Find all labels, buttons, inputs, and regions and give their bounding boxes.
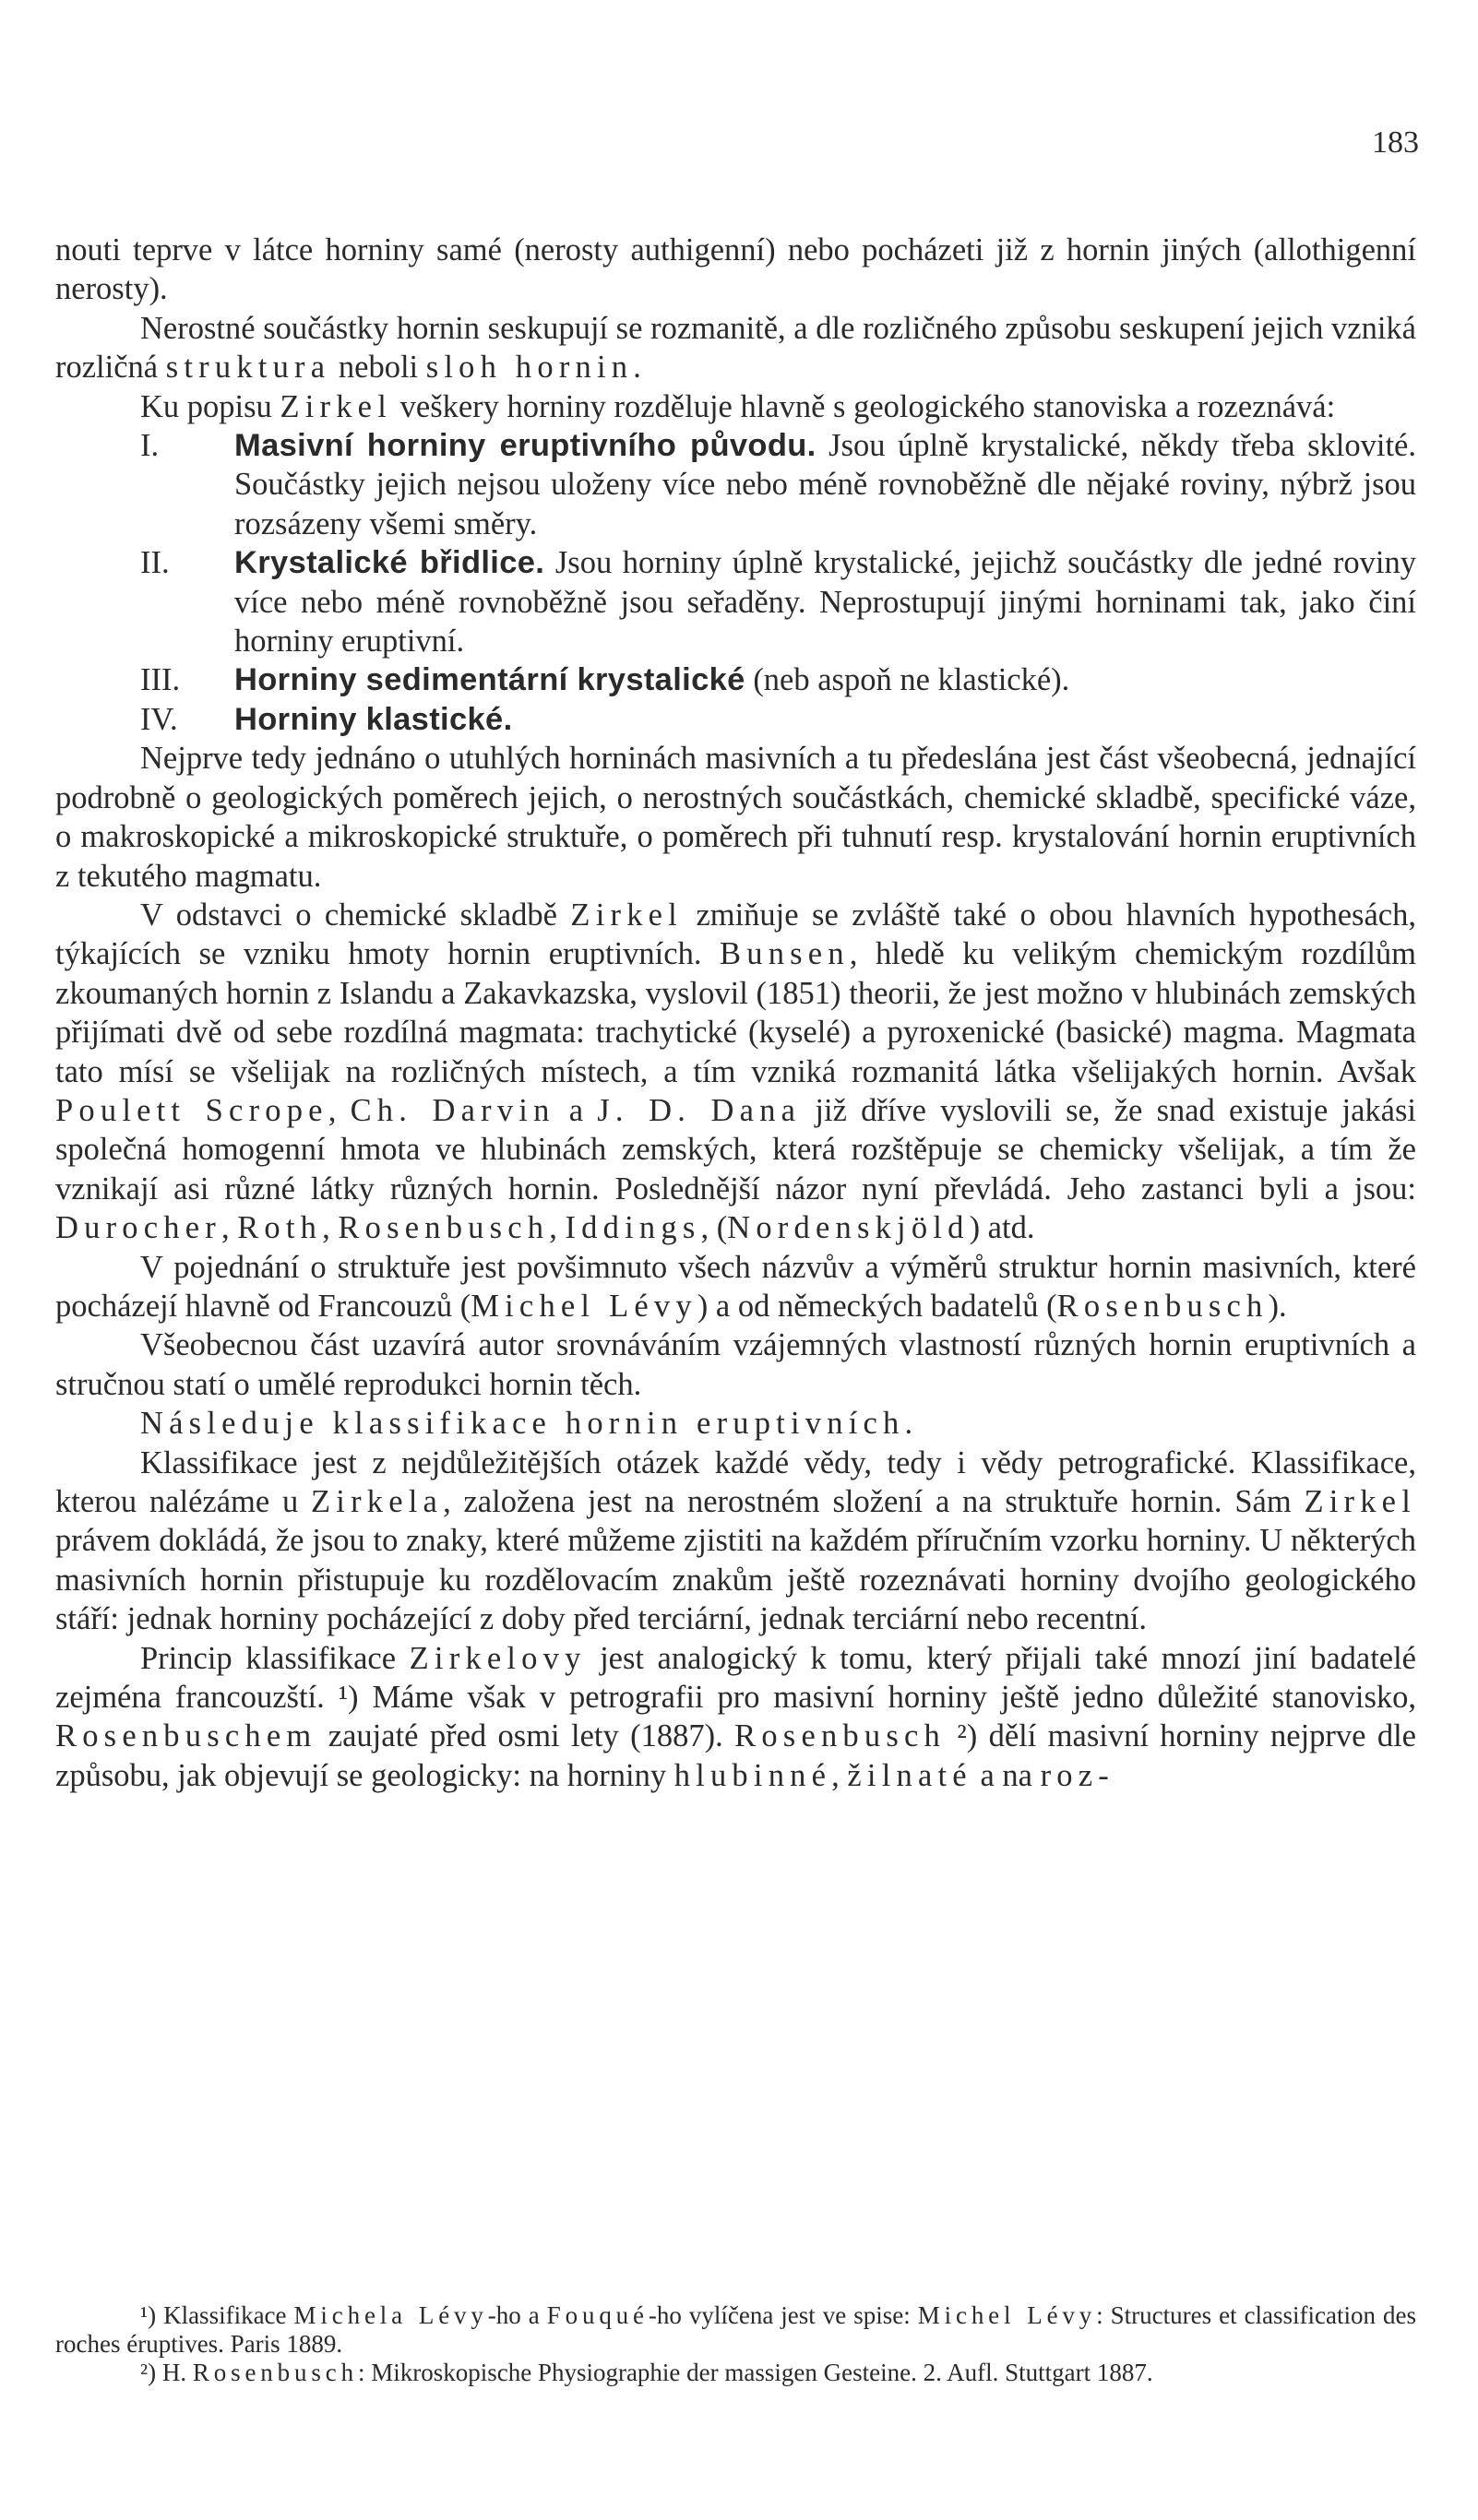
class-description: Jsou úplně krystalické, někdy třeba sklovité. Součástky jejich nejsou uloženy více nebo méně rovnoběžně dle nějaké roviny, nýbrž jsou rozsázeny všemi směry. <box>234 428 1416 541</box>
class-item <box>55 543 1416 660</box>
paragraph: V odstavci o chemické skladbě Zirkel zmiňuje se zvláště také o obou hlavních hypothesách, týkajících se vzniku hmoty hornin eruptivních. Bunsen, hledě ku velikým chemickým rozdílům zkoumaných hornin z Islandu a Zakavkazska, vyslovil (1851) theorii, že jest možno v hlubinách zemských přijímati dvě od sebe rozdílná magmata: trachytické (kyselé) a pyroxenické (basické) magma. Magmata tato mísí se všelijak na rozličných místech, a tím vzniká rozmanitá látka všelijakých hornin. Avšak Poulett Scrope, Ch. Darvin a J. D. Dana již dříve vyslovili se, že snad existuje jakási společná homogenní hmota ve hlubinách zemských, která rozštěpuje se chemicky všelijak, a tím že vznikají asi různé látky různých hornin. Poslednější názor nyní převládá. Jeho zastanci byli a jsou: Durocher, Roth, Rosenbusch, Iddings, (Nordenskjöld) atd. <box>55 897 1417 1246</box>
paragraph: Nerostné součástky hornin seskupují se rozmanitě, a dle rozličného způsobu seskupení jejich vzniká rozličná struktura neboli sloh hornin. <box>55 310 1416 386</box>
footnote: ¹) Klassifikace Michela Lévy-ho a Fouqué-ho vylíčena jest ve spise: Michel Lévy: Structures et classification des roches éruptives. Paris 1889. <box>55 2301 1417 2358</box>
page-number: 183 <box>1372 125 1419 160</box>
class-title: Horniny sedimentární krystalické <box>234 662 745 698</box>
class-number: III. <box>140 662 181 698</box>
class-item <box>55 426 1416 543</box>
paragraph: Následuje klassifikace hornin eruptivních. <box>140 1406 919 1442</box>
class-description: (neb aspoň ne klastické). <box>745 662 1070 698</box>
body-text <box>55 231 1416 1795</box>
paragraph: V pojednání o struktuře jest povšimnuto všech názvův a výměrů struktur hornin masivních, které pocházejí hlavně od Francouzů (Michel Lévy) a od německých badatelů (Rosenbusch). <box>55 1249 1416 1324</box>
class-description: Jsou horniny úplně krystalické, jejichž součástky dle jedné roviny více nebo méně rovnoběžně jsou seřaděny. Neprostupují jinými horninami tak, jako činí horniny eruptivní. <box>234 545 1416 660</box>
footnotes <box>55 2301 1416 2387</box>
paragraph: nouti teprve v látce horniny samé (nerosty authigenní) nebo pocházeti již z hornin jiných (allothigenní nerosty). <box>55 232 1416 307</box>
class-item <box>55 660 1416 699</box>
class-number: IV. <box>140 701 178 737</box>
class-title: Horniny klastické. <box>234 701 513 737</box>
footnote: ²) H. Rosenbusch: Mikroskopische Physiographie der massigen Gesteine. 2. Aufl. Stuttgart 1887. <box>140 2359 1153 2386</box>
paragraph: Všeobecnou část uzavírá autor srovnáváním vzájemných vlastností různých hornin eruptivních a stručnou statí o umělé reprodukci hornin těch. <box>55 1327 1416 1402</box>
class-title: Krystalické břidlice. <box>234 545 545 581</box>
class-title: Masivní horniny eruptivního původu. <box>234 428 816 464</box>
class-number: I. <box>140 428 160 464</box>
paragraph: Klassifikace jest z nejdůležitějších otázek každé vědy, tedy i vědy petrografické. Klassifikace, kterou nalézáme u Zirkela, založena jest na nerostném složení a na struktuře hornin. Sám Zirkel právem dokládá, že jsou to znaky, které můžeme zjistiti na každém příručním vzorku horniny. U některých masivních hornin přistupuje ku rozdělovacím znakům ještě rozeznávati horniny dvojího geologického stáří: jednak horniny pocházející z doby před terciární, jednak terciární nebo recentní. <box>55 1444 1416 1637</box>
paragraph: Princip klassifikace Zirkelovy jest analogický k tomu, který přijali také mnozí jiní badatelé zejména francouzští. ¹) Máme však v petrografii pro masivní horniny ještě jedno důležité stanovisko, Rosenbuschem zaujaté před osmi lety (1887). Rosenbusch ²) dělí masivní horniny nejprve dle způsobu, jak objevují se geologicky: na horniny hlubinné, žilnaté a na roz- <box>55 1640 1416 1793</box>
paragraph: Nejprve tedy jednáno o utuhlých horninách masivních a tu předeslána jest část všeobecná, jednající podrobně o geologických poměrech jejich, o nerostných součástkách, chemické skladbě, specifické váze, o makroskopické a mikroskopické struktuře, o poměrech při tuhnutí resp. krystalování hornin eruptivních z tekutého magmatu. <box>55 741 1416 894</box>
class-number: II. <box>140 545 170 581</box>
paragraph: Ku popisu Zirkel veškery horniny rozděluje hlavně s geologického stanoviska a rozeznává: <box>140 388 1336 424</box>
class-item <box>55 700 1416 739</box>
